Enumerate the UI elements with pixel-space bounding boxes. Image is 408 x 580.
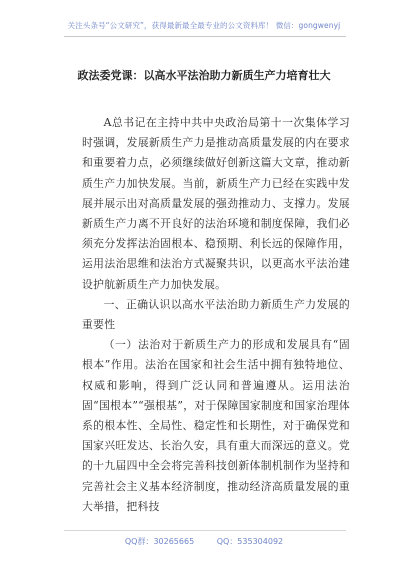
document-body [82,113,350,517]
footer-contacts [0,536,408,547]
intro-paragraph: A总书记在主持中共中央政治局第十一次集体学习时强调，发展新质生产力是推动高质量发展的内在要求和重要着力点，必须继续做好创新这篇大文章，推动新质生产力加快发展。当前，新质生产力已经在实践中发展并展示出对高质量发展的强劲推动力、支撑力。发展新质生产力离不开良好的法治环境和制度保障，我们必须充分发挥法治固根本、稳预期、利长远的保障作用，运用法治思维和法治方式凝聚共识，以更高水平法治建设护航新质生产力加快发展。 [82,116,350,291]
header-divider [64,36,346,37]
section-heading: 一、正确认识以高水平法治助力新质生产力发展的重要性 [82,297,350,332]
qq-number: QQ：535304092 [216,537,284,546]
footer-divider [64,530,346,531]
header-promo-note: 关注头条号“公文研究”，获得最新最全最专业的公文资料库！ 微信：gongwenyj [67,21,341,30]
document-title: 政法委党课：以高水平法治助力新质生产力培育壮大 [77,69,331,82]
subsection-paragraph: （一）法治对于新质生产力的形成和发展具有“固根本”作用。法治在国家和社会生活中拥有独特地位、权威和影响，得到广泛认同和普遍遵从。运用法治固“国根本”“强根基”，对于保障国家制度和国家治理体系的根本性、全局性、稳定性和长期性，对于确保党和国家兴旺发达、长治久安，具有重大而深远的意义。党的十九届四中全会将完善科技创新体制机制作为坚持和完善社会主义基本经济制度，推动经济高质量发展的重大举措，把科技 [82,338,350,513]
qq-group-number: QQ群：30265665 [124,537,195,546]
